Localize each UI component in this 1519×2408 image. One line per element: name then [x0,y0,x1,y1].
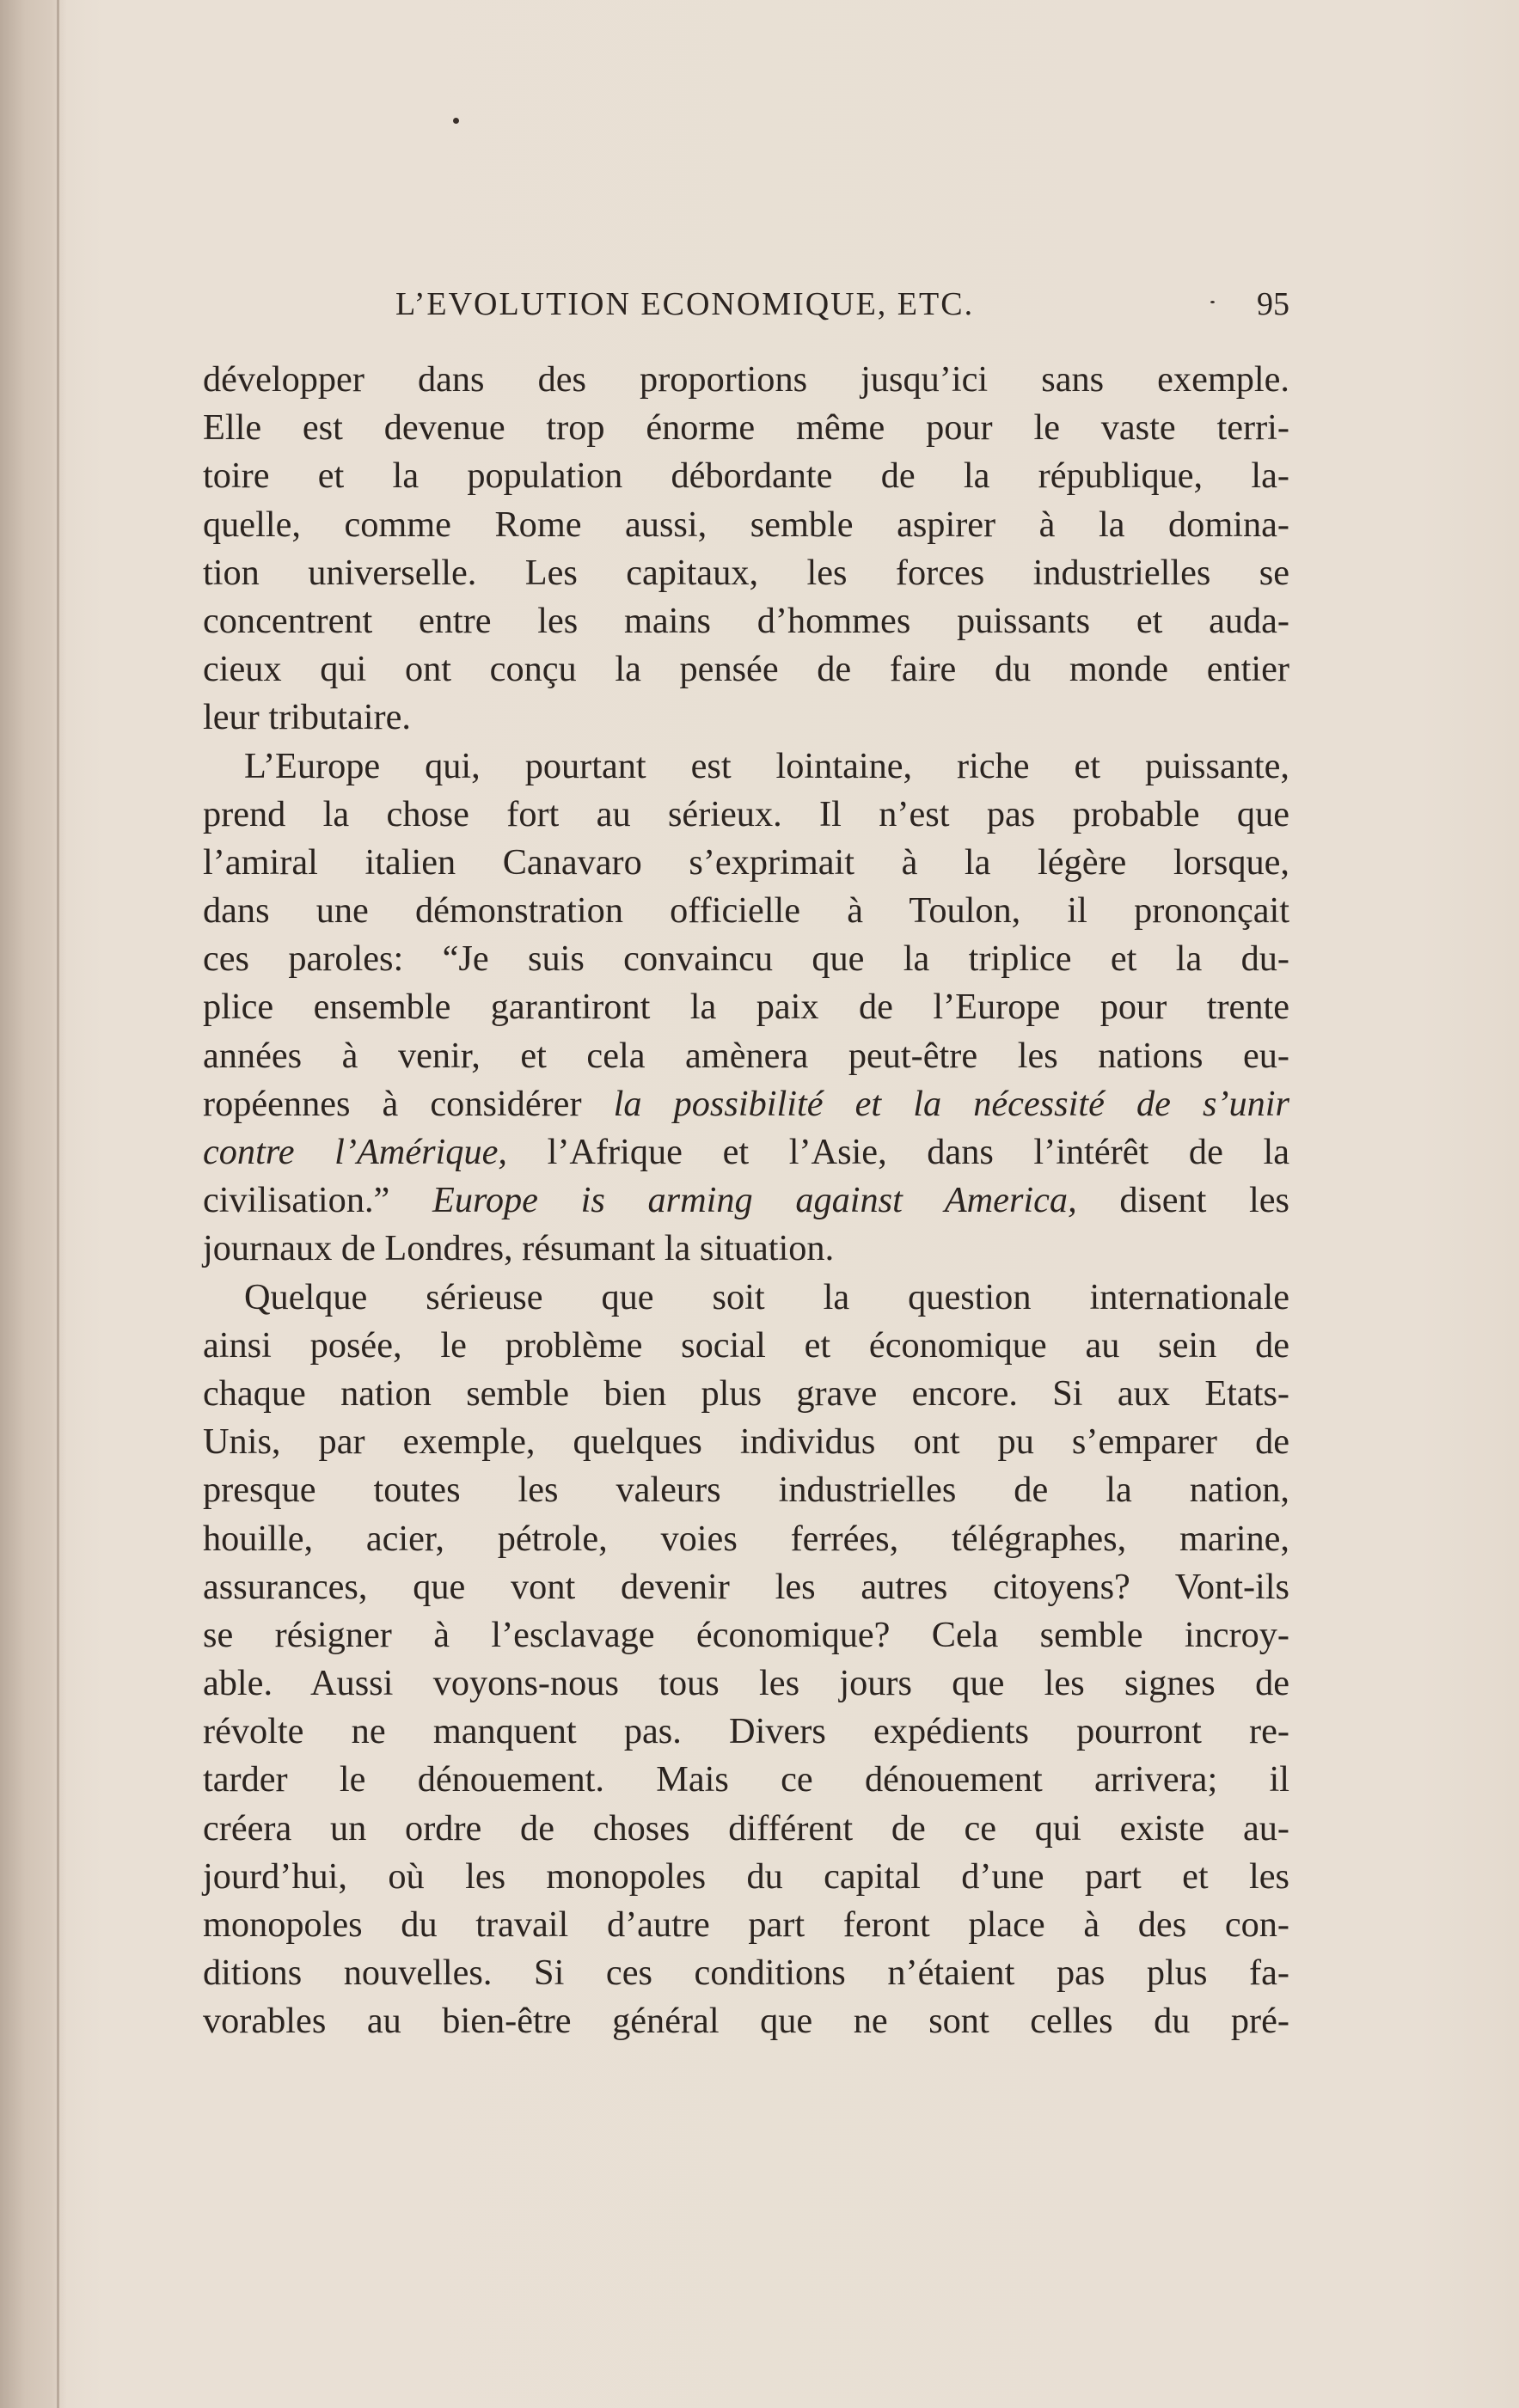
ink-speck [453,118,459,124]
text-line-mixed [203,1128,1289,1176]
body-text [203,356,1289,2046]
text-line: L’Europe qui, pourtant est lointaine, riche et puissante, [244,745,1289,786]
text-fragment: civilisation.” [203,1180,390,1221]
text-line: l’amiral italien Canavaro s’exprimait à la légère lorsque, [203,841,1289,883]
text-line: révolte ne manquent pas. Divers expédients pourront re- [203,1711,1289,1752]
text-line: cieux qui ont conçu la pensée de faire du monde entier [203,649,1289,690]
text-line: leur tributaire. [203,697,411,738]
text-line: chaque nation semble bien plus grave encore. Si aux Etats- [203,1372,1289,1414]
italic-phrase: la possibilité et la nécessité de s’unir [613,1083,1290,1124]
text-line: Quelque sérieuse que soit la question internationale [244,1276,1289,1317]
text-line: ditions nouvelles. Si ces conditions n’étaient pas plus fa- [203,1953,1289,1994]
text-fragment: disent les [1119,1180,1290,1221]
page-number: 95 [1257,286,1289,322]
text-line-mixed [203,1080,1289,1128]
text-line: houille, acier, pétrole, voies ferrées, télégraphes, marine, [203,1518,1289,1559]
text-fragment: l’Afrique et l’Asie, dans l’intérêt de la [547,1132,1289,1172]
text-line: journaux de Londres, résumant la situation. [203,1228,835,1269]
text-line: presque toutes les valeurs industrielles de la nation, [203,1470,1289,1511]
text-line: développer dans des proportions jusqu’ici sans exemple. [203,359,1289,400]
text-line: tion universelle. Les capitaux, les forces industrielles se [203,552,1289,593]
text-line: able. Aussi voyons-nous tous les jours que les signes de [203,1663,1289,1704]
text-line: vorables au bien-être général que ne sont celles du pré- [203,2001,1289,2042]
text-line: assurances, que vont devenir les autres citoyens? Vont-ils [203,1566,1289,1607]
binding-edge [57,0,59,2408]
text-line: toire et la population débordante de la république, la- [203,455,1289,497]
running-header [203,285,1289,328]
text-line: Elle est devenue trop énorme même pour le vaste terri- [203,407,1289,449]
text-fragment: ropéennes à considérer [203,1083,582,1124]
running-title: L’EVOLUTION ECONOMIQUE, ETC. [395,286,975,322]
text-line-mixed [203,1176,1289,1225]
text-line: années à venir, et cela amènera peut-être les nations eu- [203,1035,1289,1076]
text-line: ces paroles: “Je suis convaincu que la triplice et la du- [203,938,1289,980]
text-line: ainsi posée, le problème social et économique au sein de [203,1324,1289,1366]
text-line: concentrent entre les mains d’hommes puissants et auda- [203,600,1289,641]
text-line: jourd’hui, où les monopoles du capital d’une part et les [203,1855,1289,1897]
italic-phrase: contre l’Amérique, [203,1132,507,1172]
italic-phrase: Europe is arming against America, [432,1180,1077,1221]
text-line: tarder le dénouement. Mais ce dénouement arrivera; il [203,1759,1289,1800]
text-line: quelle, comme Rome aussi, semble aspirer à la domina- [203,504,1289,545]
text-line: créera un ordre de choses différent de ce qui existe au- [203,1807,1289,1849]
text-line: se résigner à l’esclavage économique? Cela semble incroy- [203,1614,1289,1655]
text-line: plice ensemble garantiront la paix de l’Europe pour trente [203,987,1289,1028]
text-line: prend la chose fort au sérieux. Il n’est pas probable que [203,793,1289,834]
text-line: monopoles du travail d’autre part feront place à des con- [203,1904,1289,1945]
text-line: Unis, par exemple, quelques individus ont pu s’emparer de [203,1421,1289,1463]
text-line: dans une démonstration officielle à Toulon, il prononçait [203,890,1289,932]
